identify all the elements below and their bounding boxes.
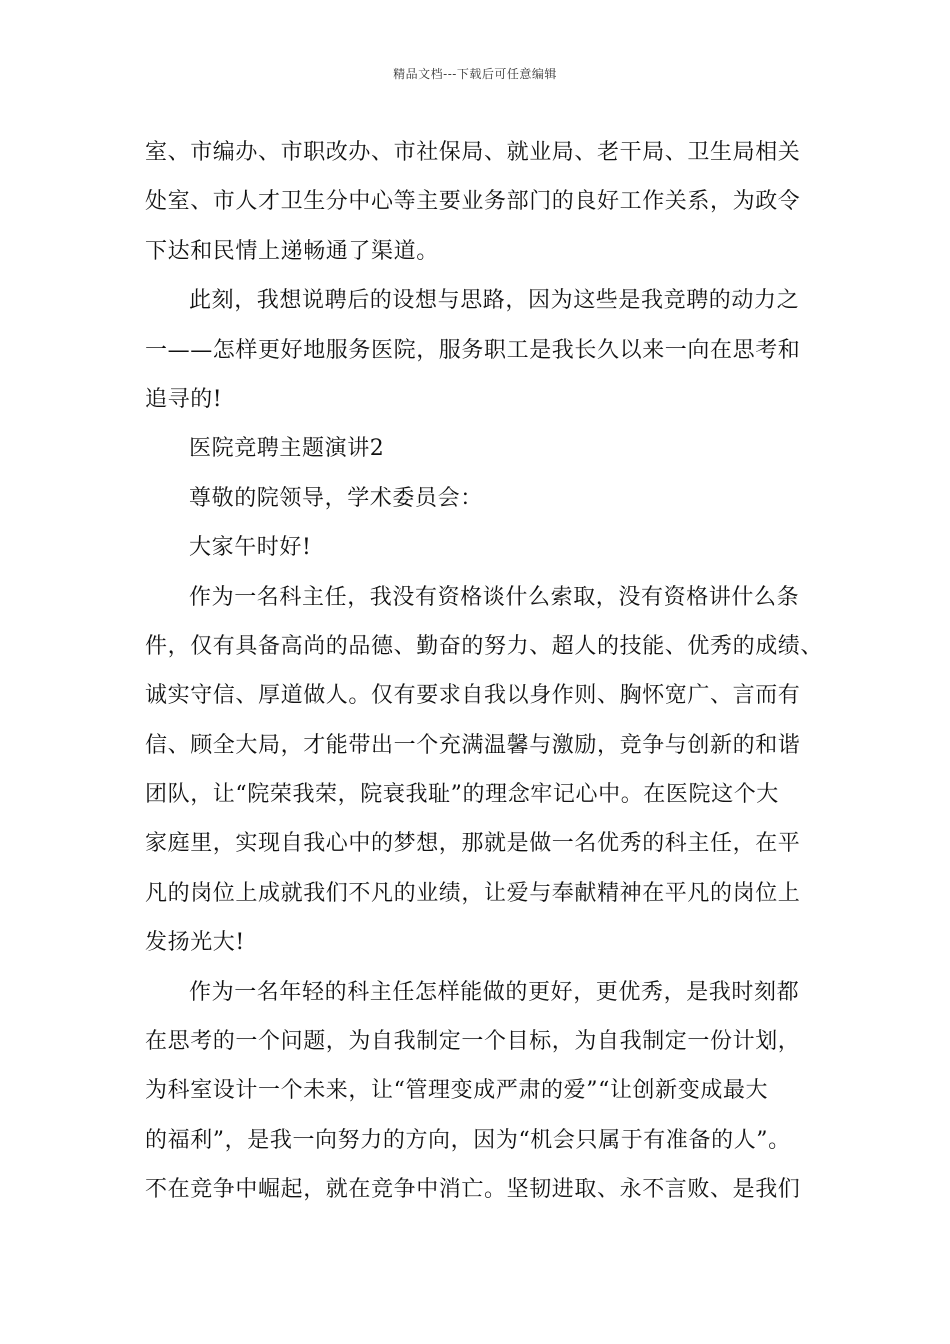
text-line: 信、顾全大局，才能带出一个充满温馨与激励，竞争与创新的和谐 (145, 732, 801, 758)
text-line: 此刻，我想说聘后的设想与思路，因为这些是我竞聘的动力之 (189, 288, 800, 314)
greeting: 大家午时好! (189, 535, 312, 561)
text-line: 件，仅有具备高尚的品德、勤奋的努力、超人的技能、优秀的成绩、 (145, 633, 824, 659)
text-line: 在思考的一个问题，为自我制定一个目标，为自我制定一份计划， (145, 1029, 801, 1055)
text-line: 发扬光大! (145, 930, 245, 956)
text-line: 诚实守信、厚道做人。仅有要求自我以身作则、胸怀宽广、言而有 (145, 683, 801, 709)
document-body (145, 128, 825, 1215)
text-line: 为科室设计一个未来，让“管理变成严肃的爱”“让创新变成最大 (145, 1078, 769, 1104)
section-title: 医院竞聘主题演讲2 (189, 436, 385, 462)
text-line: 不在竞争中崛起，就在竞争中消亡。坚韧进取、永不言败、是我们 (145, 1177, 801, 1203)
text-line: 室、市编办、市职改办、市社保局、就业局、老干局、卫生局相关 (145, 140, 801, 165)
text-line: 作为一名科主任，我没有资格谈什么索取，没有资格讲什么条 (189, 584, 800, 610)
text-line: 追寻的! (145, 386, 223, 412)
text-line: 凡的岗位上成就我们不凡的业绩，让爱与奉献精神在平凡的岗位上 (145, 880, 801, 906)
salutation: 尊敬的院领导，学术委员会： (189, 485, 483, 511)
text-line: 团队，让“院荣我荣，院衰我耻”的理念牢记心中。在医院这个大 (145, 782, 779, 808)
text-line: 的福利”，是我一向努力的方向，因为“机会只属于有准备的人”。 (145, 1127, 791, 1153)
page-header: 精品文档---下载后可任意编辑 (393, 67, 557, 81)
text-line: 一——怎样更好地服务医院，服务职工是我长久以来一向在思考和 (145, 337, 801, 363)
text-line: 家庭里，实现自我心中的梦想，那就是做一名优秀的科主任，在平 (145, 831, 801, 857)
text-line: 下达和民情上递畅通了渠道。 (145, 238, 439, 264)
text-line: 作为一名年轻的科主任怎样能做的更好，更优秀，是我时刻都 (189, 979, 800, 1005)
text-line: 处室、市人才卫生分中心等主要业务部门的良好工作关系，为政令 (145, 189, 801, 215)
